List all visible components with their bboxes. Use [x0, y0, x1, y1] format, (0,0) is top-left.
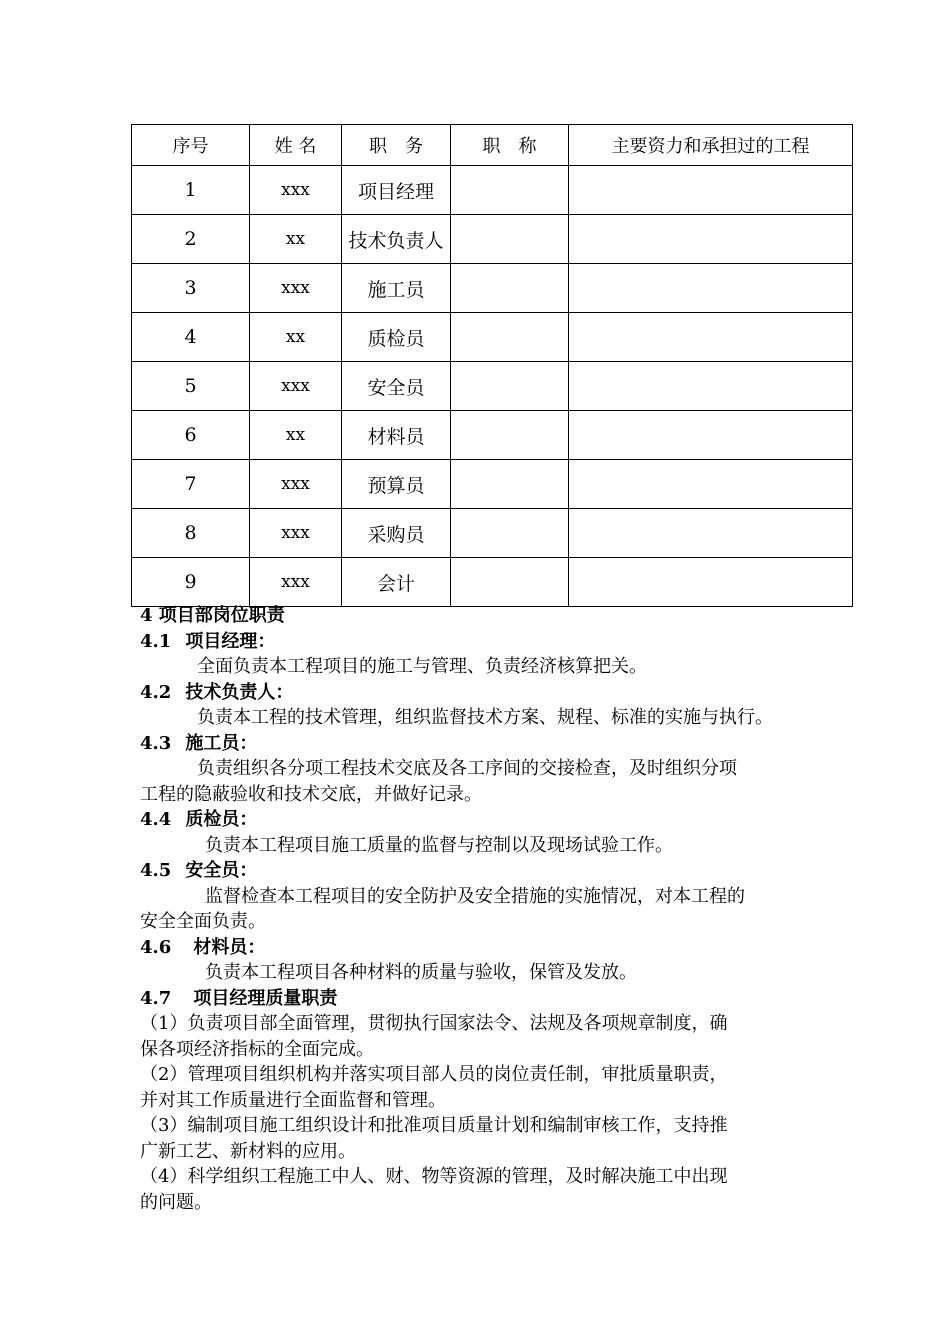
cell-position: 预算员	[342, 460, 451, 509]
item-title: 施工员：	[185, 732, 258, 754]
cell-index: 9	[132, 558, 250, 607]
quality-text: （3）编制项目施工组织设计和批准项目质量计划和编制审核工作，支持推	[140, 1115, 728, 1136]
header-experience: 主要资力和承担过的工程	[569, 125, 853, 166]
item-number: 4.3	[140, 732, 172, 754]
quality-text: （2）管理项目组织机构并落实项目部人员的岗位责任制，审批质量职责，	[140, 1064, 728, 1085]
quality-text: （1）负责项目部全面管理，贯彻执行国家法令、法规及各项规章制度，确	[140, 1013, 728, 1034]
table-row	[132, 313, 853, 362]
cell-position: 施工员	[342, 264, 451, 313]
item-number: 4.2	[140, 681, 172, 703]
cell-name: xxx	[250, 558, 342, 607]
header-position: 职 务	[342, 125, 451, 166]
cell-title	[451, 166, 569, 215]
item-text: 负责本工程的技术管理，组织监督技术方案、规程、标准的实施与执行。	[197, 707, 773, 728]
quality-text: 并对其工作质量进行全面监督和管理。	[140, 1089, 446, 1111]
item-title: 技术负责人：	[185, 681, 294, 703]
item-text: 负责本工程项目施工质量的监督与控制以及现场试验工作。	[205, 834, 673, 856]
cell-index: 1	[132, 166, 250, 215]
item-title: 项目经理质量职责	[193, 987, 338, 1009]
table-row	[132, 264, 853, 313]
cell-name: xx	[250, 313, 342, 362]
quality-text: 的问题。	[140, 1191, 212, 1213]
item-text: 全面负责本工程项目的施工与管理、负责经济核算把关。	[197, 656, 647, 677]
item-number: 4.4	[140, 809, 172, 830]
item-text: 工程的隐蔽验收和技术交底，并做好记录。	[140, 783, 482, 805]
cell-index: 3	[132, 264, 250, 313]
cell-name: xxx	[250, 264, 342, 313]
item-title: 安全员：	[185, 860, 258, 881]
cell-name: xxx	[250, 166, 342, 215]
item-number: 4.6	[140, 936, 172, 958]
item-text: 负责本工程项目各种材料的质量与验收，保管及发放。	[205, 962, 637, 983]
cell-name: xxx	[250, 460, 342, 509]
cell-experience	[569, 509, 853, 558]
cell-title	[451, 460, 569, 509]
cell-title	[451, 264, 569, 313]
item-heading	[140, 858, 840, 884]
cell-experience	[569, 264, 853, 313]
cell-experience	[569, 313, 853, 362]
item-title: 项目经理：	[185, 630, 276, 652]
table-row	[132, 558, 853, 607]
section-title: 4 项目部岗位职责	[140, 605, 285, 626]
header-name: 姓 名	[250, 125, 342, 166]
cell-title	[451, 411, 569, 460]
quality-text: （4）科学组织工程施工中人、财、物等资源的管理，及时解决施工中出现	[140, 1166, 728, 1187]
cell-position: 质检员	[342, 313, 451, 362]
cell-position: 材料员	[342, 411, 451, 460]
table-row	[132, 362, 853, 411]
table-row	[132, 215, 853, 264]
cell-title	[451, 362, 569, 411]
item-heading	[140, 629, 840, 655]
header-title: 职 称	[451, 125, 569, 166]
quality-text: 广新工艺、新材料的应用。	[140, 1140, 356, 1162]
cell-title	[451, 558, 569, 607]
cell-title	[451, 509, 569, 558]
cell-position: 项目经理	[342, 166, 451, 215]
item-text: 安全全面负责。	[140, 911, 266, 932]
item-text: 负责组织各分项工程技术交底及各工序间的交接检查，及时组织分项	[197, 758, 737, 779]
table-header-row	[132, 125, 853, 166]
cell-index: 5	[132, 362, 250, 411]
cell-index: 8	[132, 509, 250, 558]
cell-experience	[569, 411, 853, 460]
cell-index: 4	[132, 313, 250, 362]
cell-position: 采购员	[342, 509, 451, 558]
cell-index: 2	[132, 215, 250, 264]
item-heading	[140, 807, 840, 833]
cell-index: 7	[132, 460, 250, 509]
item-heading	[140, 680, 840, 706]
cell-title	[451, 215, 569, 264]
quality-text: 保各项经济指标的全面完成。	[140, 1038, 374, 1060]
duties-section	[140, 603, 840, 1215]
cell-experience	[569, 362, 853, 411]
cell-experience	[569, 215, 853, 264]
cell-experience	[569, 460, 853, 509]
table-row	[132, 166, 853, 215]
item-number: 4.7	[140, 987, 172, 1009]
cell-name: xxx	[250, 362, 342, 411]
table-row	[132, 509, 853, 558]
item-title: 质检员：	[185, 809, 258, 830]
cell-position: 安全员	[342, 362, 451, 411]
item-text: 监督检查本工程项目的安全防护及安全措施的实施情况，对本工程的	[205, 885, 745, 907]
item-heading	[140, 731, 840, 757]
cell-index: 6	[132, 411, 250, 460]
header-index: 序号	[132, 125, 250, 166]
table-row	[132, 411, 853, 460]
item-heading	[140, 986, 840, 1012]
item-number: 4.1	[140, 630, 172, 652]
cell-title	[451, 313, 569, 362]
cell-name: xx	[250, 411, 342, 460]
cell-position: 会计	[342, 558, 451, 607]
staff-table	[131, 124, 853, 607]
cell-name: xx	[250, 215, 342, 264]
cell-experience	[569, 166, 853, 215]
item-heading	[140, 935, 840, 961]
table-row	[132, 460, 853, 509]
item-title: 材料员：	[193, 936, 266, 958]
item-number: 4.5	[140, 860, 172, 881]
cell-position: 技术负责人	[342, 215, 451, 264]
cell-experience	[569, 558, 853, 607]
cell-name: xxx	[250, 509, 342, 558]
